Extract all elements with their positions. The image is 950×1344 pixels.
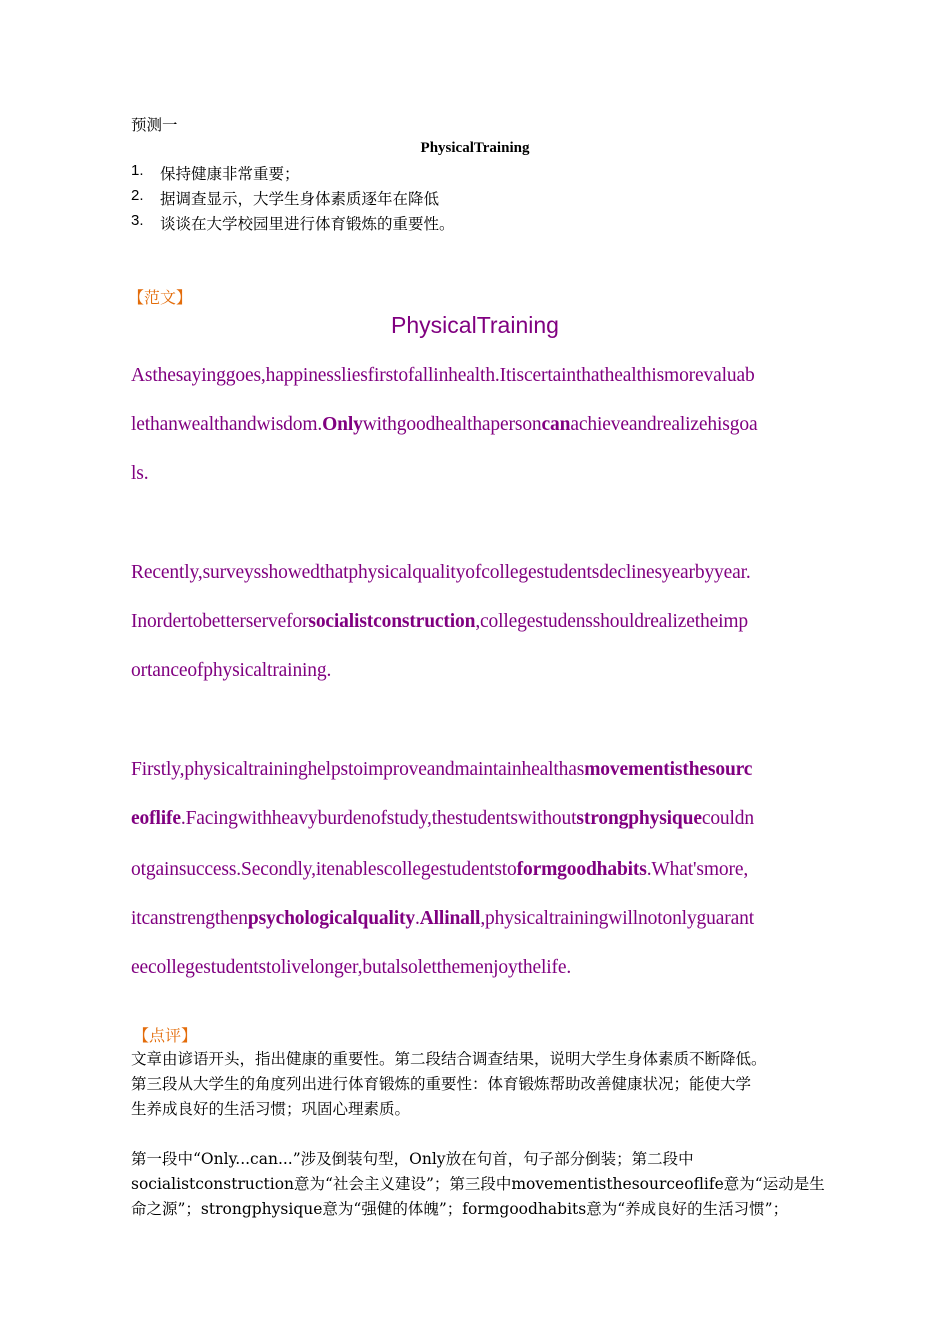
essay-text: Firstly,physicaltraininghelpstoimproveandmaintainhealthas: [131, 759, 585, 780]
essay-text: eecollegestudentstolivelonger,butalsoletthemenjoythelife.: [131, 957, 572, 978]
essay-text: achieveandrealizehisgoa: [570, 414, 758, 435]
review-line: 第三段从大学生的角度列出进行体育锻炼的重要性：体育锻炼帮助改善健康状况；能使大学: [131, 1075, 752, 1093]
review-line: 文章由谚语开头，指出健康的重要性。第二段结合调查结果，说明大学生身体素质不断降低。: [131, 1050, 767, 1068]
prompt-item: [131, 212, 455, 233]
essay-text: ls.: [131, 463, 149, 484]
essay-line: [131, 859, 748, 881]
sample-tag: 【范文】: [128, 288, 193, 307]
essay-highlight: socialistconstruction: [308, 611, 476, 632]
prompt-item-text: 谈谈在大学校园里进行体育锻炼的重要性。: [160, 215, 455, 233]
essay-title: PhysicalTraining: [391, 312, 559, 338]
prompt-item: [131, 187, 440, 208]
essay-text: Asthesayinggoes,happinessliesfirstofallinhealth.Itiscertainthathealthismorevaluab: [131, 365, 755, 386]
essay-text: otgainsuccess.Secondly,itenablescollegestudentsto: [131, 859, 517, 880]
prompt-item-number: 3.: [131, 212, 144, 229]
essay-line: [131, 808, 754, 830]
essay-text: couldn: [701, 808, 755, 829]
prompt-item-text: 据调查显示，大学生身体素质逐年在降低: [160, 190, 440, 208]
essay-line: [131, 365, 755, 387]
prompt-title: PhysicalTraining: [420, 140, 530, 156]
review-line: 第一段中“Only...can...”涉及倒装句型，Only放在句首，句子部分倒装；第二段中: [131, 1150, 694, 1168]
essay-highlight: formgoodhabits: [516, 859, 647, 880]
essay-line: [131, 908, 754, 930]
essay-line: [131, 463, 148, 485]
review-line: socialistconstruction意为“社会主义建设”；第三段中movementisthesourceoflife意为“运动是生: [131, 1175, 825, 1193]
essay-text: Inordertobetterservefor: [131, 611, 309, 632]
prompt-item-number: 2.: [131, 187, 144, 204]
essay-text: withgoodhealthaperson: [362, 414, 542, 435]
review-line: 生养成良好的生活习惯；巩固心理素质。: [131, 1100, 411, 1118]
review-line: 命之源”；strongphysique意为“强健的体魄”；formgoodhabits意为“养成良好的生活习惯”；: [131, 1200, 789, 1218]
essay-line: [131, 957, 571, 979]
heading: 预测一: [131, 116, 178, 134]
essay-line: [131, 562, 751, 584]
prompt-item: [131, 162, 300, 183]
essay-highlight: Allinall: [419, 908, 481, 929]
essay-highlight: strongphysique: [576, 808, 702, 829]
essay-text: .: [415, 908, 420, 929]
essay-text: Recently,surveysshowedthatphysicalqualityofcollegestudentsdeclinesyearbyyear.: [131, 562, 751, 583]
essay-highlight: can: [541, 414, 571, 435]
essay-highlight: Only: [322, 414, 363, 435]
essay-text: .Facingwithheavyburdenofstudy,thestudentswithout: [180, 808, 577, 829]
prompt-item-text: 保持健康非常重要；: [160, 165, 300, 183]
essay-highlight: eoflife: [131, 808, 181, 829]
essay-text: lethanwealthandwisdom.: [131, 414, 323, 435]
prompt-item-number: 1.: [131, 162, 144, 179]
review-tag: 【点评】: [133, 1026, 198, 1045]
essay-line: [131, 414, 757, 436]
essay-highlight: movementisthesourc: [584, 759, 753, 780]
essay-line: [131, 759, 752, 781]
essay-text: ,physicaltrainingwillnotonlyguarant: [480, 908, 754, 929]
essay-text: ,collegestudensshouldrealizetheimp: [475, 611, 749, 632]
essay-text: ortanceofphysicaltraining.: [131, 660, 332, 681]
essay-text: .What'smore,: [646, 859, 749, 880]
essay-line: [131, 660, 331, 682]
essay-highlight: psychologicalquality: [247, 908, 415, 929]
essay-text: itcanstrengthen: [131, 908, 248, 929]
essay-line: [131, 611, 748, 633]
